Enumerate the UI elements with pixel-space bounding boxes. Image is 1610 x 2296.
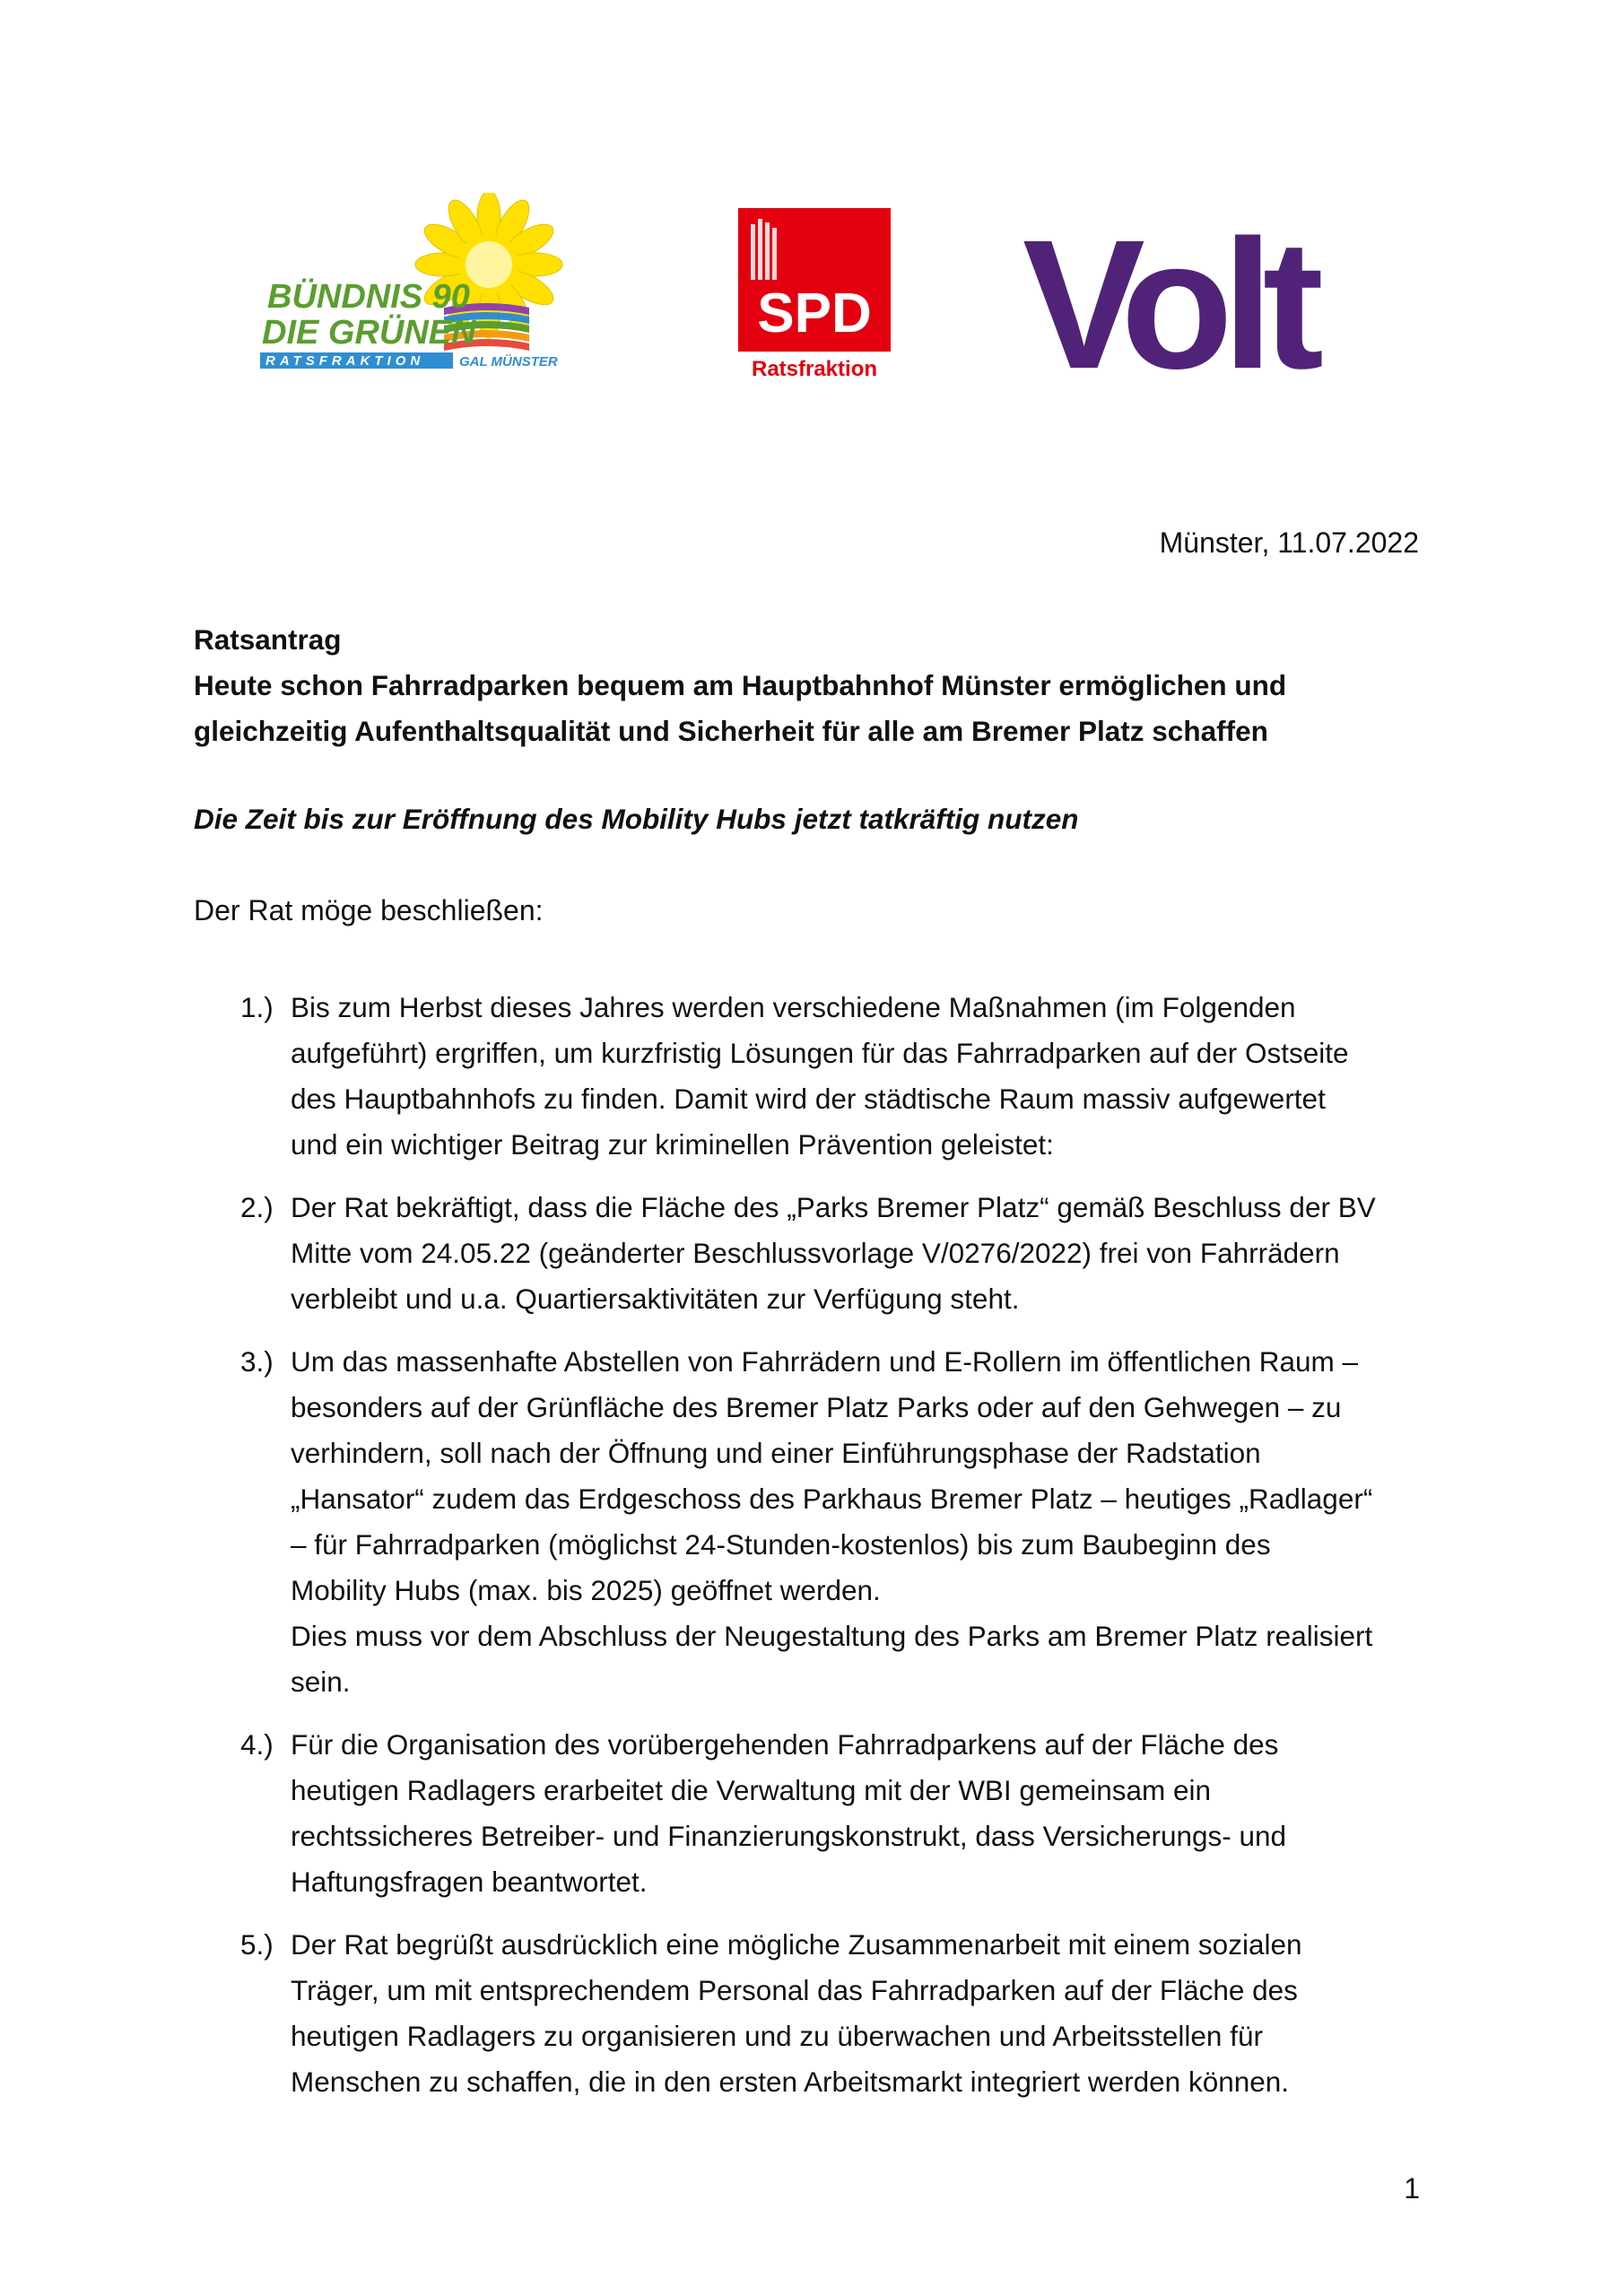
gruene-line2: DIE GRÜNEN: [262, 314, 476, 352]
list-item-line: Um das massenhafte Abstellen von Fahrrädern und E-Rollern im öffentlichen Raum –: [291, 1345, 1359, 1378]
list-item: [194, 985, 1432, 1168]
document-subheading: Die Zeit bis zur Eröffnung des Mobility Hubs jetzt tatkräftig nutzen: [194, 803, 1079, 835]
list-item-line: Mobility Hubs (max. bis 2025) geöffnet werden.: [291, 1574, 881, 1606]
list-item-line: aufgeführt) ergriffen, um kurzfristig Lösungen für das Fahrradparken auf der Ostseite: [291, 1037, 1349, 1069]
list-item-line: rechtssicheres Betreiber- und Finanzierungskonstrukt, dass Versicherungs- und: [291, 1820, 1287, 1852]
gruene-line1: BÜNDNIS 90: [267, 278, 470, 316]
heading-line: gleichzeitig Aufenthaltsqualität und Sicherheit für alle am Bremer Platz schaffen: [194, 715, 1268, 747]
list-item-line: „Hansator“ zudem das Erdgeschoss des Parkhaus Bremer Platz – heutiges „Radlager“: [291, 1483, 1373, 1515]
list-item-line: Bis zum Herbst dieses Jahres werden verschiedene Maßnahmen (im Folgenden: [291, 991, 1296, 1023]
list-item-line: verbleibt und u.a. Quartiersaktivitäten zur Verfügung steht.: [291, 1283, 1020, 1315]
volt-name: Volt: [1023, 229, 1313, 386]
document-date: Münster, 11.07.2022: [1159, 526, 1419, 559]
list-item-number: 2.): [240, 1191, 274, 1223]
heading-line: Ratsantrag: [194, 623, 342, 656]
list-item: [194, 1722, 1432, 1905]
spd-logo: [738, 208, 891, 383]
list-item-line: Menschen zu schaffen, die in den ersten Arbeitsmarkt integriert werden können.: [291, 2066, 1290, 2098]
list-item-line: Haftungsfragen beantwortet.: [291, 1866, 648, 1898]
list-item-line: besonders auf der Grünfläche des Bremer Platz Parks oder auf den Gehwegen – zu: [291, 1391, 1342, 1423]
gruene-logo: [260, 193, 583, 381]
heading-line: Heute schon Fahrradparken bequem am Hauptbahnhof Münster ermöglichen und: [194, 669, 1287, 701]
gruene-sub: GAL MÜNSTER: [459, 354, 558, 370]
list-item-line: Träger, um mit entsprechendem Personal das Fahrradparken auf der Fläche des: [291, 1974, 1298, 2006]
document-heading: [194, 617, 1432, 754]
gruene-band-text: RATSFRAKTION: [265, 353, 425, 369]
list-item: [194, 1185, 1432, 1322]
spd-name: SPD: [757, 283, 872, 344]
list-item: [194, 1339, 1432, 1705]
list-item-number: 5.): [240, 1928, 274, 1961]
list-item-line: heutigen Radlagers zu organisieren und zu überwachen und Arbeitsstellen für: [291, 2020, 1263, 2052]
list-item-line: Der Rat bekräftigt, dass die Fläche des „Parks Bremer Platz“ gemäß Beschluss der BV: [291, 1191, 1376, 1223]
list-item-line: heutigen Radlagers erarbeitet die Verwaltung mit der WBI gemeinsam ein: [291, 1774, 1212, 1806]
list-item-line: des Hauptbahnhofs zu finden. Damit wird der städtische Raum massiv aufgewertet: [291, 1083, 1326, 1115]
list-item-number: 3.): [240, 1345, 274, 1378]
list-item-line: verhindern, soll nach der Öffnung und einer Einführungsphase der Radstation: [291, 1437, 1261, 1469]
page-number: 1: [1404, 2172, 1420, 2205]
list-item-line: und ein wichtiger Beitrag zur kriminellen Prävention geleistet:: [291, 1128, 1054, 1161]
list-item-number: 4.): [240, 1728, 274, 1761]
volt-logo: [1023, 229, 1359, 386]
list-item: [194, 1922, 1432, 2105]
list-item-line: Für die Organisation des vorübergehenden Fahrradparkens auf der Fläche des: [291, 1728, 1279, 1761]
list-item-line: Der Rat begrüßt ausdrücklich eine mögliche Zusammenarbeit mit einem sozialen: [291, 1928, 1302, 1961]
spd-sub: Ratsfraktion: [751, 357, 878, 381]
resolution-list: [194, 985, 1432, 2122]
list-item-line: Dies muss vor dem Abschluss der Neugestaltung des Parks am Bremer Platz realisiert: [291, 1620, 1373, 1652]
resolution-intro: Der Rat möge beschließen:: [194, 894, 544, 926]
list-item-line: Mitte vom 24.05.22 (geänderter Beschlussvorlage V/0276/2022) frei von Fahrrädern: [291, 1237, 1340, 1269]
list-item-line: sein.: [291, 1665, 351, 1698]
list-item-number: 1.): [240, 991, 274, 1023]
list-item-line: – für Fahrradparken (möglichst 24-Stunden-kostenlos) bis zum Baubeginn des: [291, 1528, 1271, 1561]
